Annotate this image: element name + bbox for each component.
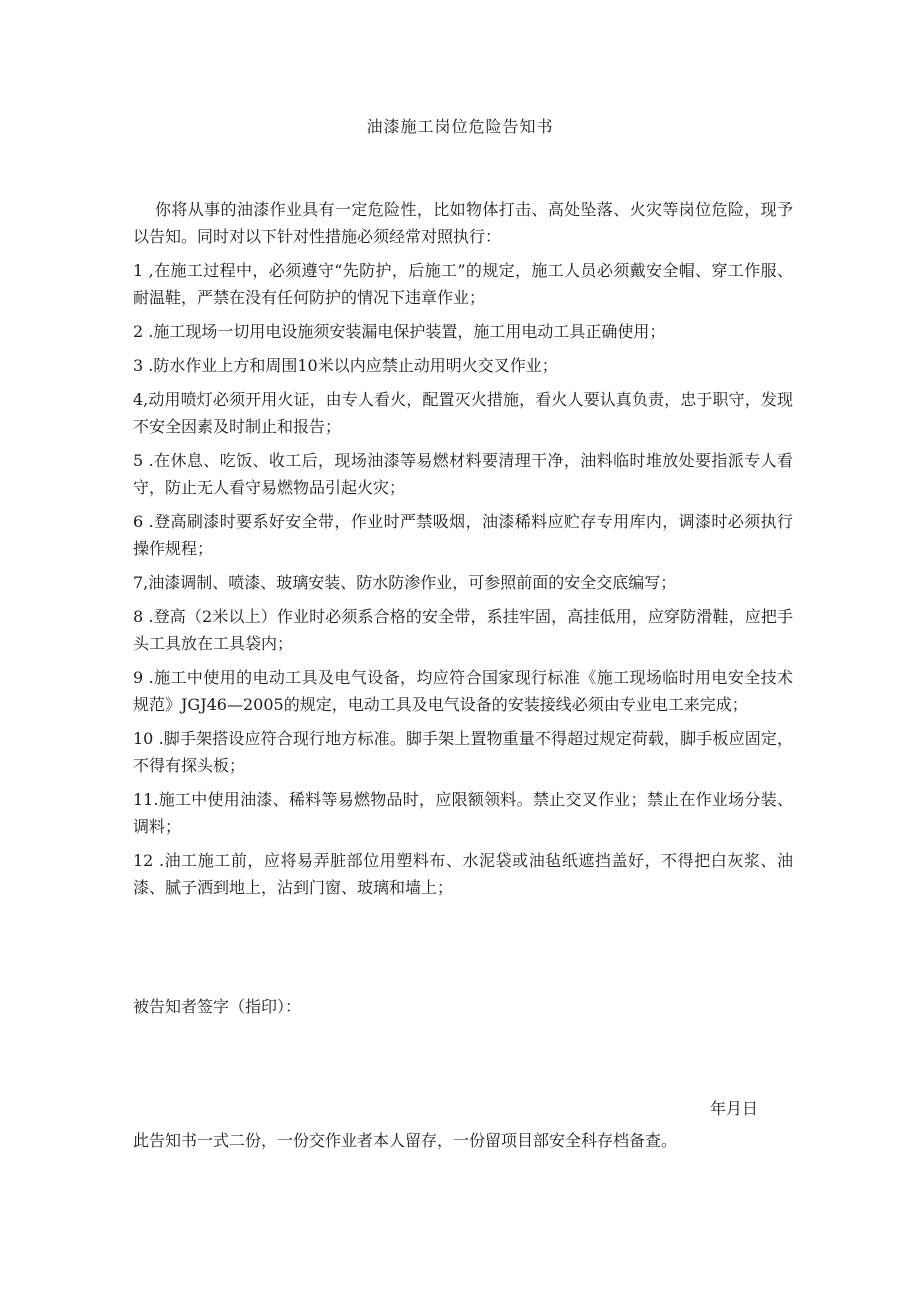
list-item: 2 .施工现场一切用电设施须安装漏电保护装置，施工用电动工具正确使用； — [133, 322, 666, 341]
list-item: 12 .油工施工前，应将易弄脏部位用塑料布、水泥袋或油毡纸遮挡盖好，不得把白灰浆、油漆、腻子洒到地上，沾到门窗、玻璃和墙上； — [133, 851, 793, 897]
list-item: 6 .登高刷漆时要系好安全带，作业时严禁吸烟，油漆稀料应贮存专用库内，调漆时必须执行操作规程； — [133, 512, 793, 558]
document-title: 油漆施工岗位危险告知书 — [366, 117, 554, 136]
date-label: 年月日 — [710, 1099, 759, 1118]
document-body — [133, 196, 793, 908]
signature-label: 被告知者签字（指印）： — [133, 997, 302, 1016]
list-item: 11.施工中使用油漆、稀料等易燃物品时，应限额领料。禁止交叉作业；禁止在作业场分装、调料； — [133, 790, 793, 836]
intro-paragraph: 你将从事的油漆作业具有一定危险性，比如物体打击、高处坠落、火灾等岗位危险，现予以告知。同时对以下针对性措施必须经常对照执行： — [133, 200, 793, 246]
list-item: 9 .施工中使用的电动工具及电气设备，均应符合国家现行标准《施工现场临时用电安全技术规范》JGJ46—2005的规定，电动工具及电气设备的安装接线必须由专业电工来完成； — [133, 668, 793, 714]
list-item: 3 .防水作业上方和周围10米以内应禁止动用明火交叉作业； — [133, 356, 558, 375]
list-item: 8 .登高（2米以上）作业时必须系合格的安全带，系挂牢固，高挂低用，应穿防滑鞋，应把手头工具放在工具袋内； — [133, 607, 793, 653]
list-item: 7,油漆调制、喷漆、玻璃安装、防水防渗作业，可参照前面的安全交底编写； — [133, 573, 677, 592]
list-item: 4,动用喷灯必须开用火证，由专人看火，配置灭火措施，看火人要认真负责，忠于职守，发现不安全因素及时制止和报告； — [133, 390, 793, 436]
list-item: 10 .脚手架搭设应符合现行地方标准。脚手架上置物重量不得超过规定荷载，脚手板应固定，不得有探头板； — [133, 729, 793, 775]
footer-note: 此告知书一式二份，一份交作业者本人留存，一份留项目部安全科存档备查。 — [133, 1131, 678, 1150]
list-item: 5 .在休息、吃饭、收工后，现场油漆等易燃材料要清理干净，油料临时堆放处要指派专人看守，防止无人看守易燃物品引起火灾； — [133, 451, 793, 497]
list-item: 1 ,在施工过程中，必须遵守“先防护，后施工”的规定，施工人员必须戴安全帽、穿工作服、耐温鞋，严禁在没有任何防护的情况下违章作业； — [133, 261, 793, 307]
